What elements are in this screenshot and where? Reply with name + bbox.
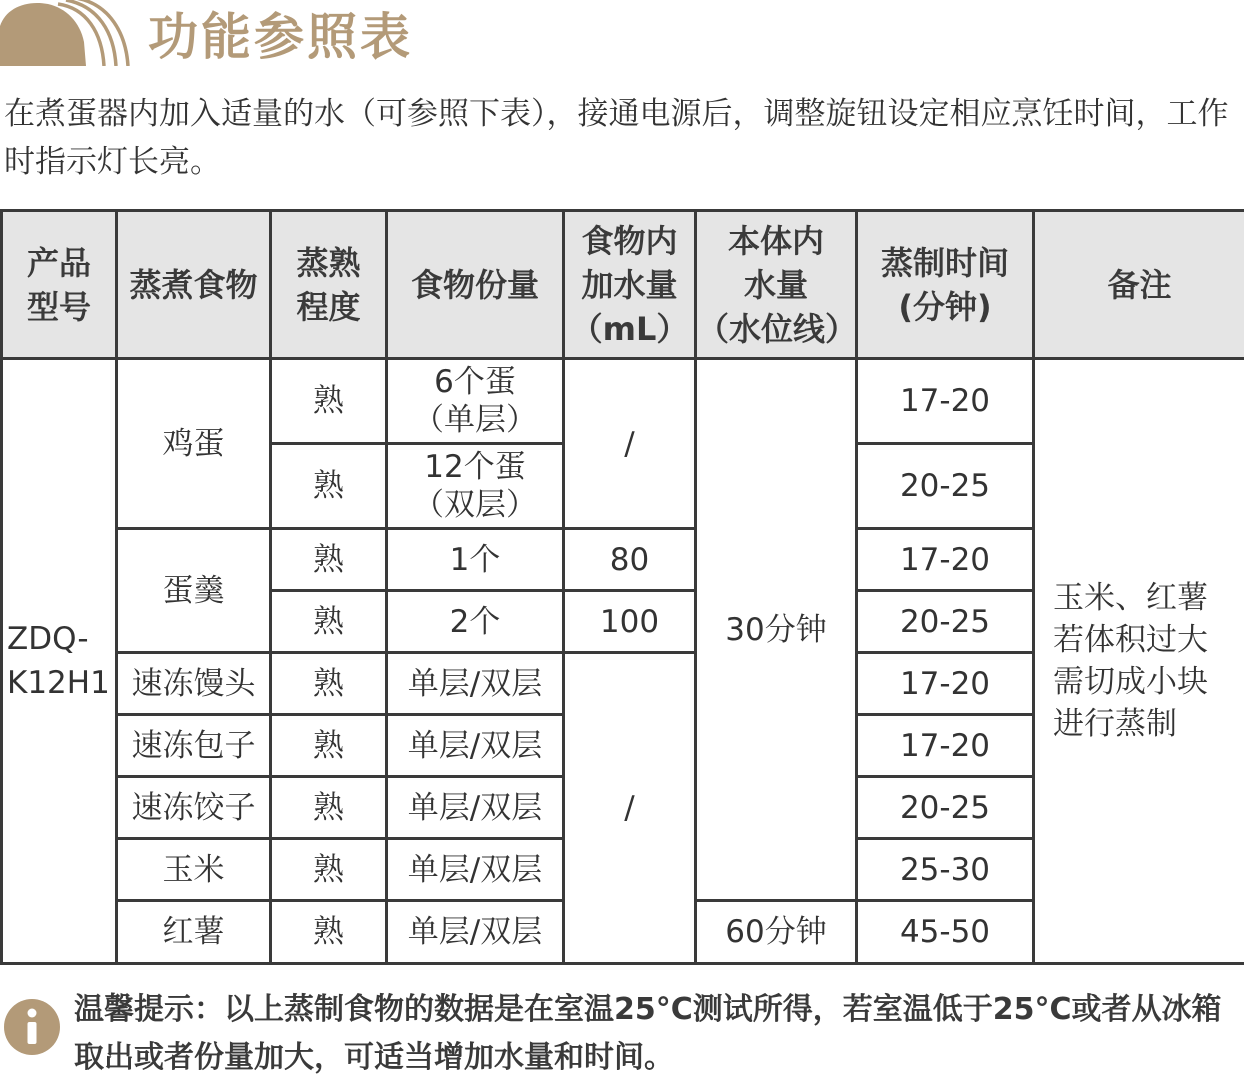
time-cell: 20-25: [857, 777, 1034, 839]
water-body-cell: 30分钟: [696, 359, 857, 901]
food-cell: 玉米: [117, 839, 271, 901]
doneness-cell: 熟: [271, 653, 387, 715]
doneness-cell: 熟: [271, 359, 387, 444]
time-cell: 17-20: [857, 715, 1034, 777]
portion-cell: 单层/双层: [387, 901, 564, 964]
water-food-cell: /: [564, 653, 696, 964]
food-cell: 蛋羹: [117, 529, 271, 653]
intro-text: 在煮蛋器内加入适量的水（可参照下表），接通电源后，调整旋钮设定相应烹饪时间，工作时指示灯长亮。: [4, 90, 1236, 186]
portion-cell: 6个蛋 （单层）: [387, 359, 564, 444]
doneness-cell: 熟: [271, 529, 387, 591]
doneness-cell: 熟: [271, 444, 387, 529]
header-food: 蒸煮食物: [117, 211, 271, 359]
portion-cell: 单层/双层: [387, 715, 564, 777]
food-cell: 速冻馒头: [117, 653, 271, 715]
header-note: 备注: [1034, 211, 1244, 359]
portion-cell: 2个: [387, 591, 564, 653]
water-body-cell: 60分钟: [696, 901, 857, 964]
table-row: [2, 359, 1244, 444]
doneness-cell: 熟: [271, 591, 387, 653]
table-header-row: [2, 211, 1244, 359]
doneness-cell: 熟: [271, 777, 387, 839]
page-title: 功能参照表: [148, 4, 413, 70]
header-water-in-body: 本体内 水量 （水位线）: [696, 211, 857, 359]
header-doneness: 蒸熟 程度: [271, 211, 387, 359]
time-cell: 17-20: [857, 653, 1034, 715]
portion-cell: 1个: [387, 529, 564, 591]
brand-logo: [0, 0, 130, 66]
water-food-cell: 80: [564, 529, 696, 591]
header-steam-time: 蒸制时间 (分钟): [857, 211, 1034, 359]
time-cell: 17-20: [857, 359, 1034, 444]
portion-cell: 单层/双层: [387, 839, 564, 901]
header-model: 产品 型号: [2, 211, 117, 359]
portion-cell: 单层/双层: [387, 653, 564, 715]
time-cell: 45-50: [857, 901, 1034, 964]
food-cell: 红薯: [117, 901, 271, 964]
model-cell: ZDQ- K12H1: [2, 359, 117, 964]
header-portion: 食物份量: [387, 211, 564, 359]
food-cell: 速冻饺子: [117, 777, 271, 839]
water-food-cell: 100: [564, 591, 696, 653]
doneness-cell: 熟: [271, 839, 387, 901]
note-cell: 玉米、红薯 若体积过大 需切成小块 进行蒸制: [1034, 359, 1244, 964]
time-cell: 20-25: [857, 591, 1034, 653]
header-water-in-food: 食物内 加水量 （mL）: [564, 211, 696, 359]
info-icon: [4, 999, 60, 1055]
warm-tip-text: 温馨提示：以上蒸制食物的数据是在室温25°C测试所得，若室温低于25°C或者从冰箱取出或者份量加大，可适当增加水量和时间。: [74, 986, 1238, 1082]
time-cell: 20-25: [857, 444, 1034, 529]
portion-cell: 单层/双层: [387, 777, 564, 839]
time-cell: 25-30: [857, 839, 1034, 901]
doneness-cell: 熟: [271, 715, 387, 777]
function-reference-table: [0, 209, 1244, 964]
time-cell: 17-20: [857, 529, 1034, 591]
doneness-cell: 熟: [271, 901, 387, 964]
food-cell: 鸡蛋: [117, 359, 271, 529]
food-cell: 速冻包子: [117, 715, 271, 777]
water-food-cell: /: [564, 359, 696, 529]
portion-cell: 12个蛋 （双层）: [387, 444, 564, 529]
